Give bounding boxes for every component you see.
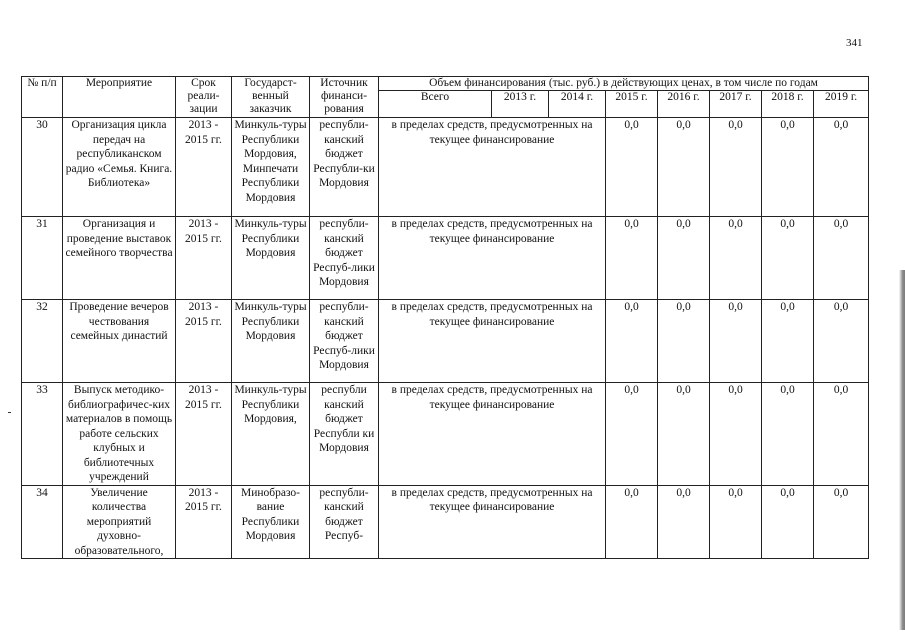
row-value-2016: 0,0 [606, 118, 658, 217]
row-num: 31 [22, 217, 63, 300]
row-customer: Минкуль-туры Республики Мордовия [232, 300, 310, 383]
row-value-2019: 0,0 [762, 485, 814, 559]
row-value-2018: 0,0 [710, 383, 762, 486]
row-value-2018: 0,0 [710, 300, 762, 383]
row-value-2019: 0,0 [762, 118, 814, 217]
row-source: республи-канский бюджет Республи-ки Мордовия [310, 118, 379, 217]
row-value-2016: 0,0 [606, 383, 658, 486]
financing-table [21, 76, 869, 559]
row-source: республи-канский бюджет Респуб-лики Мордовия [310, 300, 379, 383]
header-source: Источник финанси-рования [310, 77, 379, 118]
row-source: республи-канский бюджет Респуб-лики Мордовия [310, 217, 379, 300]
row-funding-text: в пределах средств, предусмотренных на текущее финансирование [379, 383, 606, 486]
row-term: 2013 - 2015 гг. [176, 118, 232, 217]
header-event: Мероприятие [63, 77, 176, 118]
header-year-2013: 2013 г. [492, 91, 549, 118]
row-event: Выпуск методико-библиографичес-ких материалов в помощь работе сельских клубных и библиотечных учреждений [63, 383, 176, 486]
header-volume: Объем финансирования (тыс. руб.) в действующих ценах, в том числе по годам [379, 77, 869, 91]
row-customer: Минкуль-туры Республики Мордовия, [232, 383, 310, 486]
row-value-2016: 0,0 [606, 217, 658, 300]
page-number: 341 [846, 37, 863, 49]
row-value-2020: 0,0 [814, 217, 869, 300]
row-term: 2013 - 2015 гг. [176, 383, 232, 486]
row-value-2016: 0,0 [606, 300, 658, 383]
table-row [22, 118, 869, 217]
header-year-2017: 2017 г. [710, 91, 762, 118]
row-value-2019: 0,0 [762, 383, 814, 486]
row-value-2019: 0,0 [762, 300, 814, 383]
row-funding-text: в пределах средств, предусмотренных на текущее финансирование [379, 217, 606, 300]
row-term: 2013 - 2015 гг. [176, 217, 232, 300]
row-term: 2013 - 2015 гг. [176, 485, 232, 559]
header-year-2019: 2019 г. [814, 91, 869, 118]
row-num: 32 [22, 300, 63, 383]
row-value-2017: 0,0 [658, 217, 710, 300]
header-year-2018: 2018 г. [762, 91, 814, 118]
row-value-2019: 0,0 [762, 217, 814, 300]
header-year-2016: 2016 г. [658, 91, 710, 118]
row-value-2017: 0,0 [658, 300, 710, 383]
row-funding-text: в пределах средств, предусмотренных на текущее финансирование [379, 118, 606, 217]
table-row [22, 485, 869, 559]
row-num: 33 [22, 383, 63, 486]
row-term: 2013 - 2015 гг. [176, 300, 232, 383]
header-term: Срок реали-зации [176, 77, 232, 118]
scan-mark [8, 412, 11, 413]
header-year-2014: 2014 г. [549, 91, 606, 118]
row-event: Организация и проведение выставок семейного творчества [63, 217, 176, 300]
row-value-2020: 0,0 [814, 118, 869, 217]
row-value-2016: 0,0 [606, 485, 658, 559]
row-funding-text: в пределах средств, предусмотренных на текущее финансирование [379, 485, 606, 559]
scan-edge-shadow [899, 270, 905, 630]
row-value-2020: 0,0 [814, 300, 869, 383]
header-num: № п/п [22, 77, 63, 118]
row-customer: Минобразо-вание Республики Мордовия [232, 485, 310, 559]
header-year-total: Всего [379, 91, 492, 118]
table-row [22, 300, 869, 383]
row-value-2017: 0,0 [658, 383, 710, 486]
row-event: Увеличение количества мероприятий духовно-образовательного, [63, 485, 176, 559]
row-customer: Минкуль-туры Республики Мордовия, Минпечати Республики Мордовия [232, 118, 310, 217]
row-event: Проведение вечеров чествования семейных династий [63, 300, 176, 383]
row-event: Организация цикла передач на республиканском радио «Семья. Книга. Библиотека» [63, 118, 176, 217]
row-value-2020: 0,0 [814, 485, 869, 559]
row-num: 34 [22, 485, 63, 559]
row-value-2017: 0,0 [658, 485, 710, 559]
header-customer: Государст-венный заказчик [232, 77, 310, 118]
row-source: республи канский бюджет Республи ки Мордовия [310, 383, 379, 486]
row-num: 30 [22, 118, 63, 217]
row-customer: Минкуль-туры Республики Мордовия [232, 217, 310, 300]
row-source: республи-канский бюджет Респуб- [310, 485, 379, 559]
row-value-2018: 0,0 [710, 217, 762, 300]
row-funding-text: в пределах средств, предусмотренных на текущее финансирование [379, 300, 606, 383]
header-year-2015: 2015 г. [606, 91, 658, 118]
row-value-2018: 0,0 [710, 485, 762, 559]
table-row [22, 217, 869, 300]
row-value-2017: 0,0 [658, 118, 710, 217]
table-row [22, 383, 869, 486]
row-value-2018: 0,0 [710, 118, 762, 217]
row-value-2020: 0,0 [814, 383, 869, 486]
